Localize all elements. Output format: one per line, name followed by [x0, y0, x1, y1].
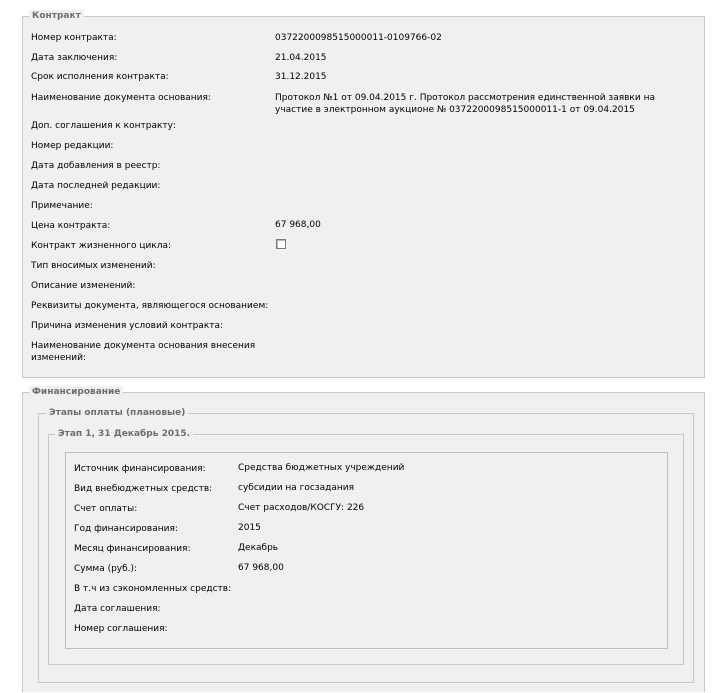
revision-number-label: Номер редакции: — [31, 141, 114, 151]
payment-account-label: Счет оплаты: — [74, 504, 138, 514]
lifecycle-contract-checkbox[interactable] — [276, 239, 286, 249]
conclusion-date-value: 21.04.2015 — [275, 53, 327, 63]
execution-term-label: Срок исполнения контракта: — [31, 72, 169, 82]
agreement-number-label: Номер соглашения: — [74, 624, 168, 634]
conclusion-date-label: Дата заключения: — [31, 53, 118, 63]
saved-funds-label: В т.ч из сэкономленных средств: — [74, 584, 232, 594]
financing-legend: Финансирование — [29, 386, 123, 398]
financing-year-label: Год финансирования: — [74, 524, 178, 534]
extrabudgetary-type-label: Вид внебюджетных средств: — [74, 484, 213, 494]
change-reason-label: Причина изменения условий контракта: — [31, 321, 224, 331]
basis-document-value: Протокол №1 от 09.04.2015 г. Протокол рассмотрения единственной заявки на участие в электронном аукционе № 0372200098515000011-1 от 09.04.2015 — [275, 93, 655, 115]
payment-stages-legend: Этапы оплаты (плановые) — [46, 407, 188, 419]
note-label: Примечание: — [31, 201, 93, 211]
agreement-date-label: Дата соглашения: — [74, 604, 161, 614]
change-basis-document-label: Наименование документа основания внесения изменений: — [31, 341, 256, 363]
financing-month-label: Месяц финансирования: — [74, 544, 191, 554]
contract-legend: Контракт — [29, 10, 84, 22]
change-type-label: Тип вносимых изменений: — [31, 261, 156, 271]
stage-legend: Этап 1, 31 Декабрь 2015. — [55, 428, 193, 440]
contract-number-value: 0372200098515000011-0109766-02 — [275, 33, 442, 43]
basis-document-label: Наименование документа основания: — [31, 93, 211, 103]
amount-label: Сумма (руб.): — [74, 564, 138, 574]
execution-term-value: 31.12.2015 — [275, 72, 327, 82]
last-revision-date-label: Дата последней редакции: — [31, 181, 161, 191]
contract-price-value: 67 968,00 — [275, 220, 321, 230]
supplementary-agreements-label: Доп. соглашения к контракту: — [31, 121, 177, 131]
contract-number-label: Номер контракта: — [31, 33, 117, 43]
financing-year-value: 2015 — [238, 523, 261, 533]
lifecycle-contract-label: Контракт жизненного цикла: — [31, 241, 172, 251]
funding-source-label: Источник финансирования: — [74, 464, 206, 474]
basis-document-details-label: Реквизиты документа, являющегося основанием: — [31, 301, 269, 311]
extrabudgetary-type-value: субсидии на госзадания — [238, 483, 355, 493]
change-description-label: Описание изменений: — [31, 281, 136, 291]
registry-add-date-label: Дата добавления в реестр: — [31, 161, 161, 171]
payment-account-value: Счет расходов/КОСГУ: 226 — [238, 503, 365, 513]
contract-price-label: Цена контракта: — [31, 221, 111, 231]
funding-source-value: Средства бюджетных учреждений — [238, 463, 405, 473]
amount-value: 67 968,00 — [238, 563, 284, 573]
financing-month-value: Декабрь — [238, 543, 279, 553]
